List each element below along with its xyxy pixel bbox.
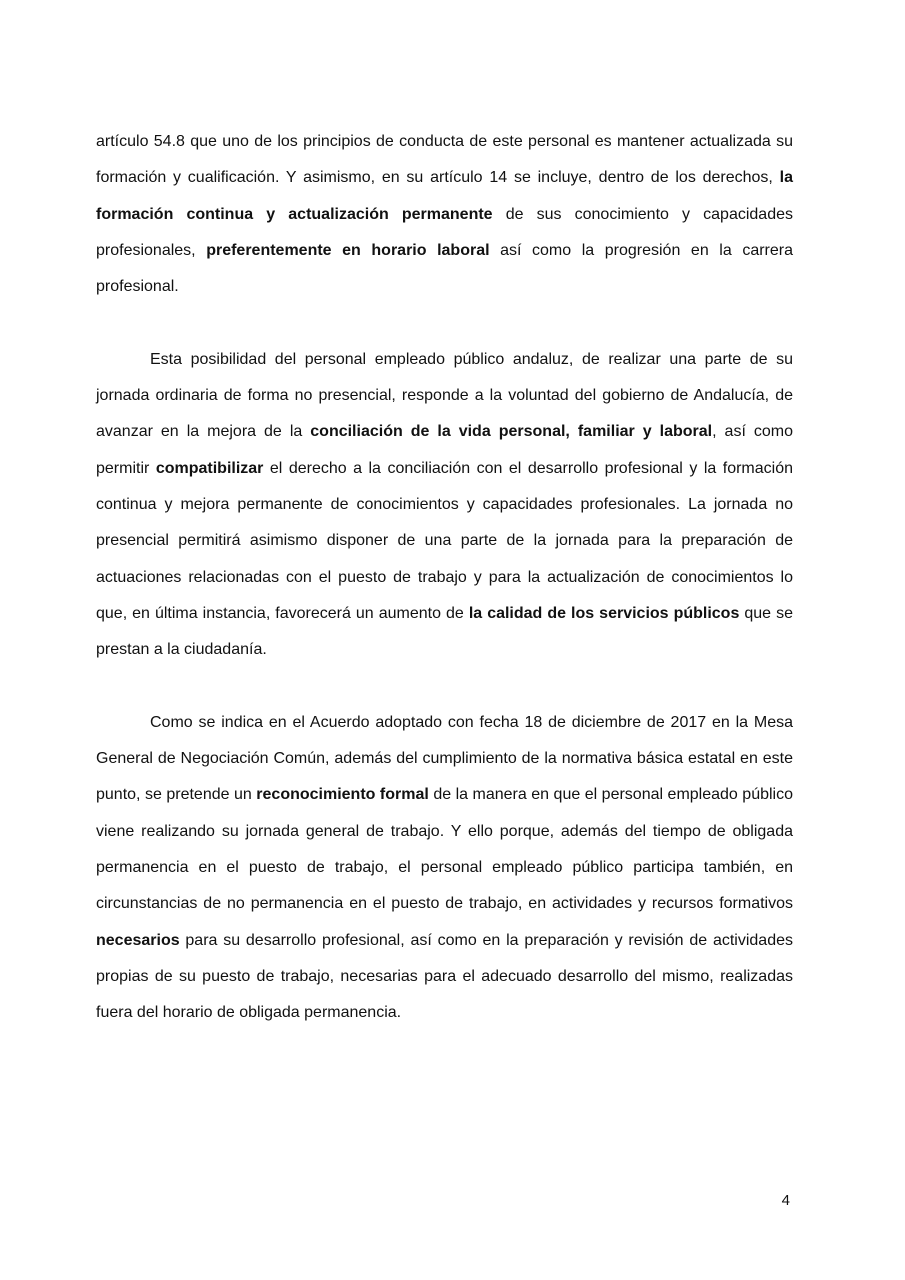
bold-phrase: preferentemente en horario laboral bbox=[206, 241, 490, 259]
paragraph-3-text: Como se indica en el Acuerdo adoptado con fecha 18 de diciembre de 2017 en la Mesa General de Negociación Común, además del cumplimiento de la normativa básica estatal en este punto, se pretende un bbox=[96, 713, 793, 804]
paragraph-2-text: que se prestan a la ciudadanía. bbox=[96, 604, 793, 659]
paragraph-1-text: así como la progresión en la carrera profesional. bbox=[96, 241, 794, 296]
paragraph-2-text: Esta posibilidad del personal empleado público andaluz, de realizar una parte de su jornada ordinaria de forma no presencial, responde a la voluntad del gobierno de Andalucía, de avanzar en la mejora de la bbox=[96, 350, 793, 441]
bold-phrase: la formación continua y actualización permanente bbox=[96, 169, 793, 223]
bold-phrase: compatibilizar bbox=[155, 459, 264, 477]
bold-phrase: reconocimiento formal bbox=[256, 786, 429, 804]
paragraph-2-text: el derecho a la conciliación con el desarrollo profesional y la formación continua y mejora permanente de conocimientos y capacidades profesionales. La jornada no presencial permitirá asimismo disponer de una parte de la jornada para la preparación de actuaciones relacionadas con el puesto de trabajo y para la actualización de conocimientos lo que, en última instancia, favorecerá un aumento de bbox=[96, 459, 794, 622]
bold-phrase: necesarios bbox=[96, 931, 180, 949]
page-number: 4 bbox=[781, 1192, 790, 1209]
paragraph-1-text: de sus conocimiento y capacidades profesionales, bbox=[96, 205, 794, 259]
bold-phrase: conciliación de la vida personal, familiar y laboral bbox=[310, 423, 713, 441]
paragraph-gap bbox=[96, 668, 793, 704]
body-text bbox=[96, 124, 793, 1031]
paragraph-gap bbox=[96, 305, 793, 341]
paragraph-1-text: artículo 54.8 que uno de los principios de conducta de este personal es mantener actualizada su formación y cualificación. Y asimismo, en su artículo 14 se incluye, dentro de los derechos, bbox=[96, 133, 793, 187]
paragraph-2 bbox=[96, 342, 793, 669]
paragraph-1 bbox=[96, 124, 793, 305]
paragraph-3-text: de la manera en que el personal empleado público viene realizando su jornada general de trabajo. Y ello porque, además del tiempo de obligada permanencia en el puesto de trabajo, el personal empleado público participa también, en circunstancias de no permanencia en el puesto de trabajo, en actividades y recursos formativos bbox=[96, 786, 794, 913]
bold-phrase: la calidad de los servicios públicos bbox=[468, 604, 740, 622]
paragraph-2-text: , así como permitir bbox=[96, 423, 794, 477]
paragraph-3 bbox=[96, 705, 793, 1032]
paragraph-3-text: para su desarrollo profesional, así como en la preparación y revisión de actividades propias de su puesto de trabajo, necesarias para el adecuado desarrollo del mismo, realizadas fuera del horario de obligada permanencia. bbox=[96, 931, 793, 1022]
